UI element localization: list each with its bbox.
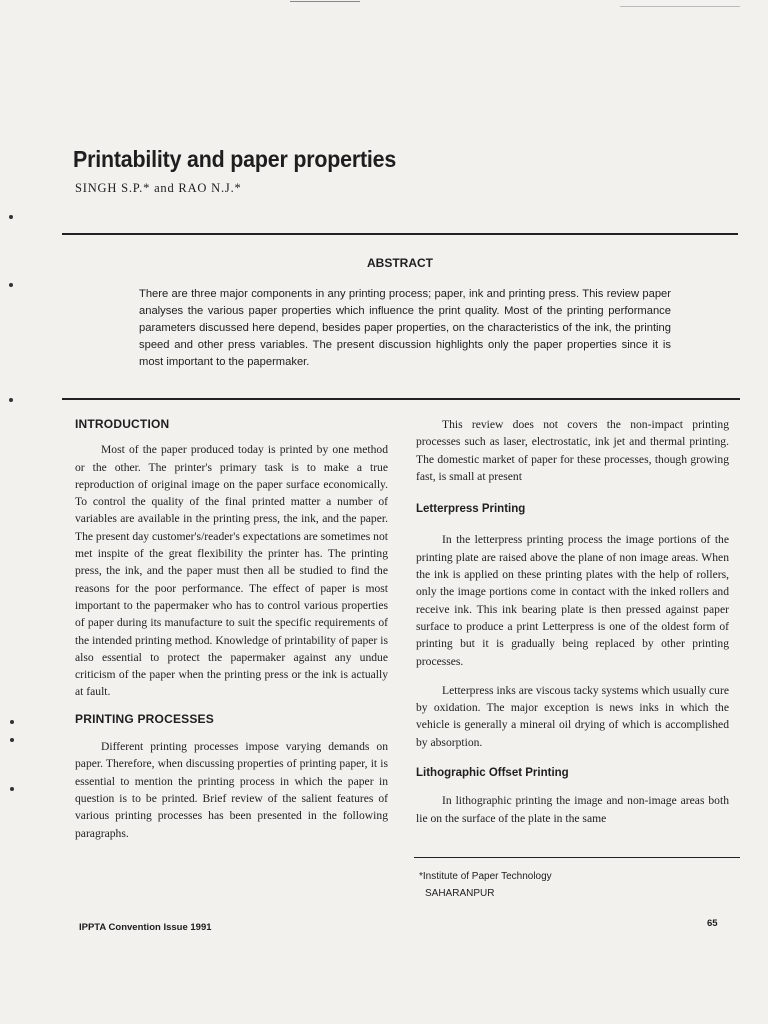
journal-footer: IPPTA Convention Issue 1991 [79, 922, 212, 933]
left-column [75, 416, 388, 842]
footnote-city: SAHARANPUR [425, 888, 495, 899]
right-column [416, 416, 729, 827]
introduction-heading: INTRODUCTION [75, 417, 170, 431]
abstract-bottom-rule [62, 398, 740, 400]
scan-artifact [620, 6, 740, 7]
abstract-heading: ABSTRACT [367, 256, 433, 270]
top-rule [62, 233, 738, 235]
paper-authors: SINGH S.P.* and RAO N.J.* [75, 181, 242, 195]
page-number: 65 [707, 918, 718, 929]
footnote-affiliation: *Institute of Paper Technology [419, 871, 552, 882]
printing-processes-paragraph: Different printing processes impose varying demands on paper. Therefore, when discussing properties of printing paper, it is essential to mention the printing process in which the paper in question is to be printed. Brief review of the salient features of various printing processes has been presented in the following paragraphs. [75, 740, 388, 840]
lithographic-heading: Lithographic Offset Printing [416, 767, 569, 780]
letterpress-paragraph-2: Letterpress inks are viscous tacky systems which usually cure by oxidation. The major exception is news inks in which the vehicle is generally a mineral oil drying of which is accomplished by absorption. [416, 683, 729, 749]
margin-mark [9, 398, 13, 402]
scan-artifact [290, 1, 360, 2]
margin-mark [9, 215, 13, 219]
margin-mark [10, 720, 14, 724]
margin-mark [10, 787, 14, 791]
printing-processes-heading: PRINTING PROCESSES [75, 711, 214, 726]
paper-title: Printability and paper properties [73, 146, 397, 172]
margin-mark [9, 283, 13, 287]
introduction-paragraph: Most of the paper produced today is printed by one method or the other. The printer's primary task is to make a true reproduction of original image on the paper surface economically. To control the quality of the final printed matter a number of variables are available in the printing press, the ink, and the paper. The present day customer's/reader's expectations are sometimes not met inspite of the great flexibility the printer has. The printing press, the ink, and the paper must then all be studied to find the reasons for the poor performance. The effect of paper is most important to the papermaker who has to control various properties of paper during its manufacture to suit the specific requirements of the intended printing method. Knowledge of printability of paper is also essential to protect the papermaker against any undue criticism of the paper when the printing press or the ink is actually at fault. [75, 443, 388, 699]
letterpress-paragraph-1: In the letterpress printing process the image portions of the printing plate are raised above the plane of non image areas. When the ink is applied on these printing plates with the help of rollers, only the image portions come in contact with the inked rollers and receive ink. This ink bearing plate is then pressed against paper surface to produce a print Letterpress is one of the oldest form of printing but it is gradually being replaced by other printing processes. [416, 533, 729, 668]
abstract-body: There are three major components in any printing process; paper, ink and printing press. This review paper analyses the various paper properties which influence the print quality. Most of the printing performance parameters discussed here depend, besides paper properties, on the characteristics of the ink, the printing speed and other press variables. The present discussion highlights only the paper properties since it is most important to the papermaker. [139, 288, 671, 368]
footnote [419, 868, 552, 902]
review-paragraph: This review does not covers the non-impact printing processes such as laser, electrostatic, ink jet and thermal printing. The domestic market of paper for these processes, though growing fast, is small at present [416, 418, 729, 483]
letterpress-heading: Letterpress Printing [416, 503, 526, 516]
footnote-rule [414, 857, 740, 858]
margin-mark [10, 738, 14, 742]
lithographic-paragraph: In lithographic printing the image and non-image areas both lie on the surface of the plate in the same [416, 794, 729, 825]
